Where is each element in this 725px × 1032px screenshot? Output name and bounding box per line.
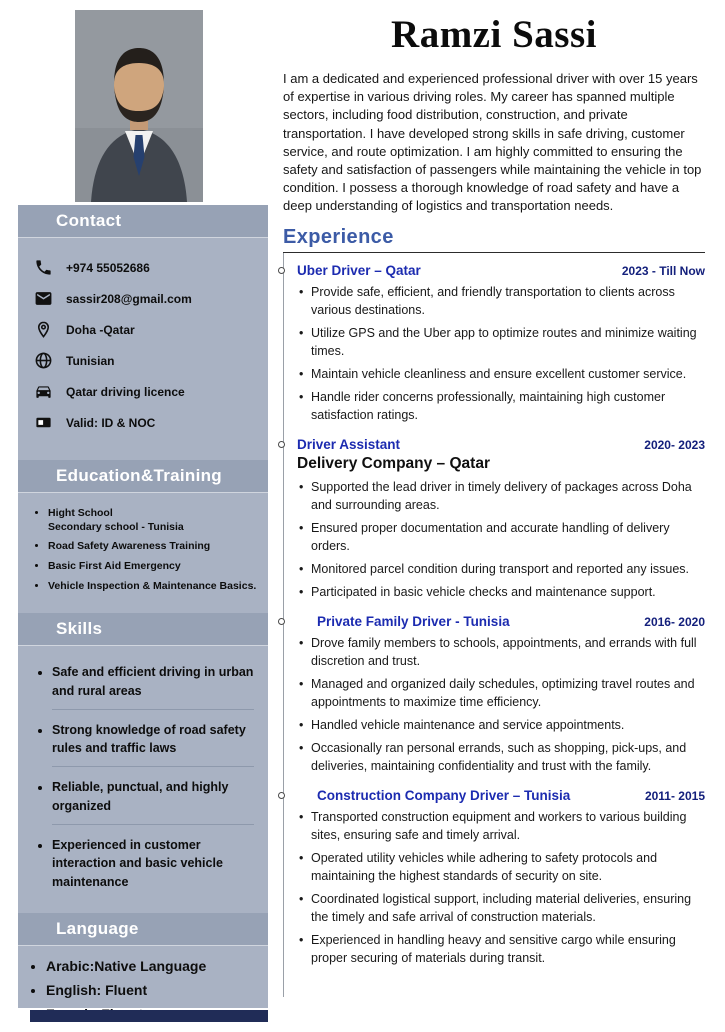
job-bullet: • Transported construction equipment and workers to various building sites, ensuring safe and timely arrival.	[297, 808, 705, 844]
job-bullet: • Handled vehicle maintenance and service appointments.	[297, 716, 705, 734]
job-bullet: • Operated utility vehicles while adhering to safety protocols and maintaining the highest standards of security on site.	[297, 849, 705, 885]
main-column	[283, 0, 705, 980]
job-bullet: • Handle rider concerns professionally, maintaining high customer satisfaction ratings.	[297, 388, 705, 424]
sidebar-panel	[18, 205, 268, 1008]
job-bullet-list	[297, 283, 705, 424]
job-bullet-list	[297, 634, 705, 775]
contact-item-licence	[34, 382, 258, 401]
education-item: • Vehicle Inspection & Maintenance Basics.	[48, 580, 260, 594]
job-bullet-list	[297, 478, 705, 601]
contact-item-phone	[34, 258, 258, 277]
job-entry-private-family-driver	[297, 614, 705, 775]
job-entry-construction-driver	[297, 788, 705, 967]
skill-item: • Safe and efficient driving in urban and rural areas	[52, 663, 254, 710]
job-bullet: • Ensured proper documentation and accurate handling of delivery orders.	[297, 519, 705, 555]
timeline-dot	[278, 267, 285, 274]
job-header	[297, 263, 705, 278]
job-entry-uber	[297, 263, 705, 424]
location-pin-icon	[34, 320, 53, 339]
job-title: Construction Company Driver – Tunisia	[317, 787, 571, 803]
job-bullet: • Provide safe, efficient, and friendly transportation to clients across various destinations.	[297, 283, 705, 319]
education-item: • Hight School Secondary school - Tunisia	[48, 507, 260, 534]
sidebar-footer-bar	[30, 1010, 268, 1022]
job-entry-driver-assistant	[297, 437, 705, 601]
car-icon	[34, 382, 53, 401]
job-title: Driver Assistant	[297, 436, 401, 452]
education-item: • Road Safety Awareness Training	[48, 540, 260, 554]
skill-item: • Strong knowledge of road safety rules and traffic laws	[52, 721, 254, 768]
contact-section-header: Contact	[18, 205, 268, 238]
mail-icon	[34, 289, 53, 308]
job-date: 2020- 2023	[644, 437, 705, 452]
job-bullet: • Experienced in handling heavy and sensitive cargo while ensuring proper securing of materials during transit.	[297, 931, 705, 967]
job-bullet: • Managed and organized daily schedules, optimizing travel routes and appointments to maximize time efficiency.	[297, 675, 705, 711]
contact-item-location	[34, 320, 258, 339]
job-company: Delivery Company – Qatar	[297, 454, 490, 472]
profile-photo	[75, 10, 203, 202]
job-header	[297, 614, 705, 629]
page-title: Ramzi Sassi	[391, 13, 597, 56]
language-item: • English: Fluent	[46, 982, 262, 998]
education-item: • Basic First Aid Emergency	[48, 560, 260, 574]
job-bullet: • Coordinated logistical support, including material deliveries, ensuring the timely and safe arrival of construction materials.	[297, 890, 705, 926]
email-address: sassir208@gmail.com	[66, 291, 192, 306]
skill-item: • Experienced in customer interaction and basic vehicle maintenance	[52, 836, 254, 900]
id-card-icon	[34, 413, 53, 432]
timeline-dot	[278, 792, 285, 799]
skill-item: • Reliable, punctual, and highly organized	[52, 778, 254, 825]
skills-list	[18, 646, 268, 913]
contact-item-email	[34, 289, 258, 308]
job-date: 2011- 2015	[644, 788, 705, 803]
phone-icon	[34, 258, 53, 277]
person-avatar-graphic	[75, 10, 203, 202]
contact-item-nationality	[34, 351, 258, 370]
timeline-dot	[278, 618, 285, 625]
sidebar	[18, 0, 268, 1024]
language-item: • Arabic:Native Language	[46, 958, 262, 974]
job-bullet: • Participated in basic vehicle checks and maintenance support.	[297, 583, 705, 601]
language-section-header: Language	[18, 913, 268, 946]
location-text: Doha -Qatar	[66, 322, 135, 337]
licence-text: Qatar driving licence	[66, 384, 185, 399]
education-section-header: Education&Training	[18, 460, 268, 493]
id-validity-text: Valid: ID & NOC	[66, 415, 156, 430]
job-bullet: • Supported the lead driver in timely delivery of packages across Doha and surrounding areas.	[297, 478, 705, 514]
contact-list	[18, 238, 268, 448]
job-header	[297, 788, 705, 803]
job-title: Uber Driver – Qatar	[297, 262, 421, 278]
job-header	[297, 437, 705, 452]
education-list	[18, 493, 268, 603]
job-bullet: • Monitored parcel condition during transport and reported any issues.	[297, 560, 705, 578]
job-bullet: • Drove family members to schools, appointments, and errands with full discretion and trust.	[297, 634, 705, 670]
experience-timeline	[283, 253, 705, 967]
profile-summary: I am a dedicated and experienced professional driver with over 15 years of expertise in various driving roles. My career has spanned multiple sectors, including food distribution, construction, and private transportation. I have developed strong skills in safe driving, customer service, and route optimization. I am highly committed to ensuring the safety and satisfaction of passengers while maintaining the vehicle in top condition. I possess a thorough knowledge of road safety and have a deep understanding of logistics and transportation needs.	[283, 71, 702, 214]
job-bullet: • Occasionally ran personal errands, such as shopping, pick-ups, and deliveries, maintaining confidentiality and trust with the family.	[297, 739, 705, 775]
nationality-text: Tunisian	[66, 353, 115, 368]
timeline-dot	[278, 441, 285, 448]
phone-number: +974 55052686	[66, 260, 150, 275]
job-date: 2016- 2020	[644, 614, 705, 629]
globe-icon	[34, 351, 53, 370]
skills-section-header: Skills	[18, 613, 268, 646]
job-date: 2023 - Till Now	[621, 263, 705, 278]
job-title: Private Family Driver - Tunisia	[317, 613, 510, 629]
contact-item-id	[34, 413, 258, 432]
job-bullet: • Utilize GPS and the Uber app to optimize routes and minimize waiting times.	[297, 324, 705, 360]
job-bullet: • Maintain vehicle cleanliness and ensure excellent customer service.	[297, 365, 705, 383]
experience-section-header: Experience	[283, 225, 394, 248]
job-bullet-list	[297, 808, 705, 967]
